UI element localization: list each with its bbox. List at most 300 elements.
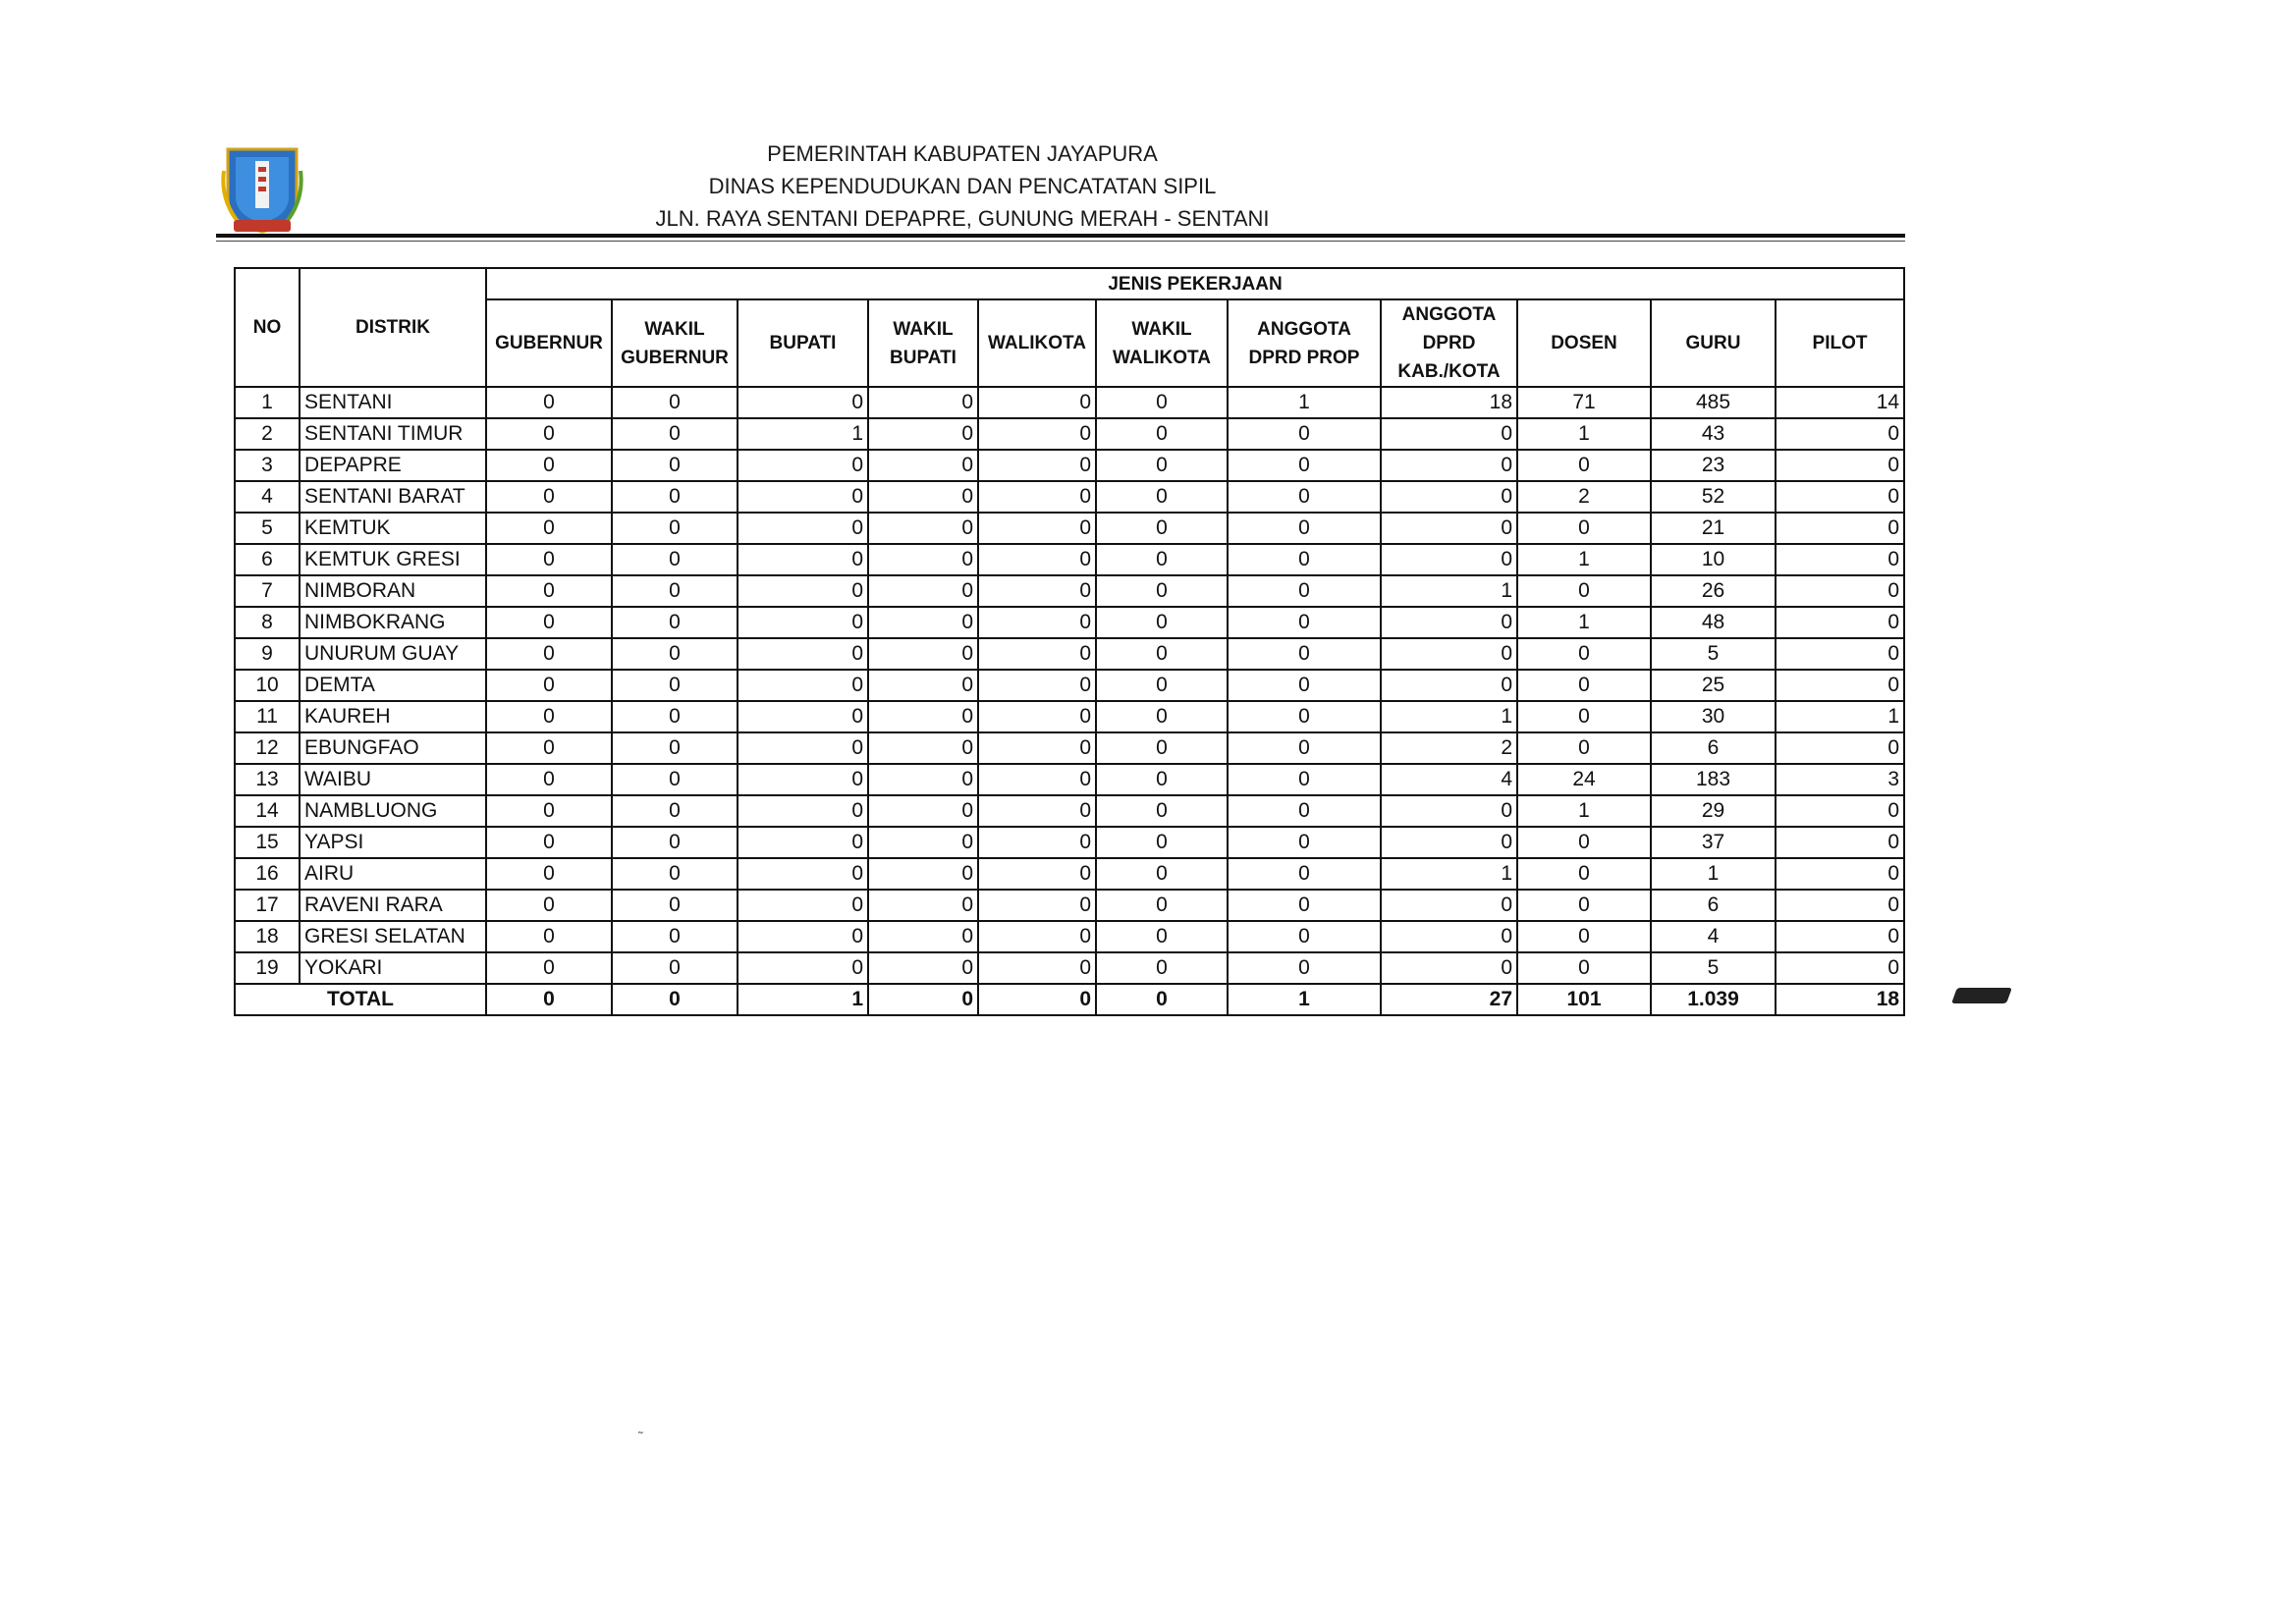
cell-value: 0 [486,481,612,513]
cell-value: 1 [738,418,868,450]
cell-value: 0 [978,732,1096,764]
cell-value: 0 [1776,952,1904,984]
cell-value: 0 [1228,670,1381,701]
cell-value: 0 [1096,890,1228,921]
cell-value: 0 [486,513,612,544]
total-value: 101 [1517,984,1651,1015]
row-no: 14 [235,795,300,827]
cell-value: 0 [1776,607,1904,638]
cell-value: 0 [738,607,868,638]
cell-value: 0 [1228,418,1381,450]
cell-value: 0 [1228,481,1381,513]
table-row [235,921,1904,952]
cell-value: 0 [486,921,612,952]
cell-value: 0 [612,513,738,544]
total-label: TOTAL [235,984,486,1015]
cell-value: 1 [1776,701,1904,732]
cell-value: 0 [1517,701,1651,732]
cell-value: 6 [1651,732,1776,764]
cell-value: 0 [1776,513,1904,544]
cell-value: 1 [1517,544,1651,575]
cell-value: 0 [1381,481,1517,513]
cell-value: 0 [978,827,1096,858]
cell-value: 0 [1776,827,1904,858]
cell-value: 0 [1776,481,1904,513]
cell-value: 0 [868,450,978,481]
header-distrik: DISTRIK [300,268,486,387]
row-distrik: EBUNGFAO [300,732,486,764]
cell-value: 0 [1228,952,1381,984]
header-col-1: WAKIL GUBERNUR [612,299,738,387]
cell-value: 0 [1381,890,1517,921]
cell-value: 0 [738,764,868,795]
row-no: 3 [235,450,300,481]
cell-value: 0 [1096,544,1228,575]
cell-value: 0 [978,921,1096,952]
row-distrik: AIRU [300,858,486,890]
cell-value: 0 [612,764,738,795]
cell-value: 3 [1776,764,1904,795]
cell-value: 0 [1381,450,1517,481]
row-distrik: SENTANI TIMUR [300,418,486,450]
cell-value: 0 [1228,575,1381,607]
cell-value: 0 [1776,418,1904,450]
table-row [235,952,1904,984]
table-row [235,575,1904,607]
cell-value: 0 [486,827,612,858]
row-distrik: RAVENI RARA [300,890,486,921]
header-col-10: PILOT [1776,299,1904,387]
cell-value: 0 [868,481,978,513]
cell-value: 0 [1096,513,1228,544]
cell-value: 0 [978,890,1096,921]
cell-value: 0 [978,450,1096,481]
cell-value: 0 [1228,450,1381,481]
header-no: NO [235,268,300,387]
cell-value: 0 [738,701,868,732]
cell-value: 0 [1381,795,1517,827]
cell-value: 1 [1381,858,1517,890]
cell-value: 0 [1096,732,1228,764]
cell-value: 5 [1651,638,1776,670]
cell-value: 14 [1776,387,1904,418]
cell-value: 0 [1228,638,1381,670]
cell-value: 0 [1228,890,1381,921]
cell-value: 52 [1651,481,1776,513]
row-distrik: WAIBU [300,764,486,795]
cell-value: 0 [1517,890,1651,921]
cell-value: 0 [868,701,978,732]
cell-value: 0 [868,890,978,921]
letterhead [550,137,1375,235]
cell-value: 0 [738,638,868,670]
table-row [235,638,1904,670]
row-no: 13 [235,764,300,795]
cell-value: 0 [612,544,738,575]
row-distrik: KEMTUK [300,513,486,544]
row-distrik: KEMTUK GRESI [300,544,486,575]
cell-value: 0 [1381,513,1517,544]
cell-value: 0 [868,607,978,638]
table-row [235,732,1904,764]
header-col-8: DOSEN [1517,299,1651,387]
cell-value: 71 [1517,387,1651,418]
row-no: 17 [235,890,300,921]
cell-value: 0 [486,418,612,450]
cell-value: 0 [868,732,978,764]
cell-value: 0 [868,387,978,418]
cell-value: 0 [738,513,868,544]
cell-value: 0 [612,481,738,513]
cell-value: 0 [612,387,738,418]
cell-value: 0 [486,952,612,984]
cell-value: 0 [1096,764,1228,795]
cell-value: 0 [978,858,1096,890]
cell-value: 25 [1651,670,1776,701]
cell-value: 0 [1096,387,1228,418]
cell-value: 29 [1651,795,1776,827]
cell-value: 0 [1096,827,1228,858]
cell-value: 0 [1517,921,1651,952]
header-divider-thin [216,241,1905,242]
cell-value: 0 [1381,921,1517,952]
table-row [235,795,1904,827]
cell-value: 0 [978,764,1096,795]
total-value: 0 [978,984,1096,1015]
cell-value: 0 [738,575,868,607]
cell-value: 0 [1096,921,1228,952]
table-row [235,481,1904,513]
cell-value: 0 [738,921,868,952]
cell-value: 1 [1517,418,1651,450]
cell-value: 0 [738,827,868,858]
cell-value: 0 [1096,858,1228,890]
cell-value: 1 [1228,387,1381,418]
row-distrik: DEPAPRE [300,450,486,481]
row-distrik: SENTANI [300,387,486,418]
row-distrik: KAUREH [300,701,486,732]
cell-value: 0 [1517,858,1651,890]
scan-speck: ˜ [638,1429,643,1444]
cell-value: 0 [1517,732,1651,764]
cell-value: 0 [868,795,978,827]
cell-value: 0 [978,670,1096,701]
row-no: 7 [235,575,300,607]
row-no: 19 [235,952,300,984]
row-no: 4 [235,481,300,513]
table-row [235,450,1904,481]
cell-value: 0 [1776,890,1904,921]
cell-value: 0 [486,732,612,764]
cell-value: 48 [1651,607,1776,638]
row-distrik: SENTANI BARAT [300,481,486,513]
cell-value: 0 [1517,952,1651,984]
cell-value: 0 [978,701,1096,732]
total-value: 1.039 [1651,984,1776,1015]
cell-value: 0 [868,921,978,952]
cell-value: 0 [868,544,978,575]
cell-value: 0 [738,670,868,701]
cell-value: 0 [978,387,1096,418]
cell-value: 0 [868,827,978,858]
cell-value: 0 [1096,575,1228,607]
regency-crest-icon [218,141,306,236]
cell-value: 0 [486,858,612,890]
cell-value: 1 [1651,858,1776,890]
cell-value: 0 [1096,607,1228,638]
cell-value: 0 [486,607,612,638]
cell-value: 0 [978,418,1096,450]
cell-value: 0 [1228,827,1381,858]
cell-value: 4 [1651,921,1776,952]
cell-value: 0 [612,607,738,638]
cell-value: 0 [1228,732,1381,764]
cell-value: 0 [486,701,612,732]
cell-value: 0 [1776,670,1904,701]
cell-value: 24 [1517,764,1651,795]
cell-value: 0 [486,638,612,670]
cell-value: 1 [1517,795,1651,827]
cell-value: 0 [1228,544,1381,575]
cell-value: 0 [612,921,738,952]
row-distrik: NIMBORAN [300,575,486,607]
cell-value: 0 [612,418,738,450]
cell-value: 0 [612,890,738,921]
cell-value: 485 [1651,387,1776,418]
cell-value: 10 [1651,544,1776,575]
cell-value: 0 [612,795,738,827]
cell-value: 0 [612,827,738,858]
cell-value: 0 [612,952,738,984]
row-no: 15 [235,827,300,858]
header-col-6: ANGGOTA DPRD PROP [1228,299,1381,387]
cell-value: 0 [1517,638,1651,670]
cell-value: 6 [1651,890,1776,921]
cell-value: 0 [1096,701,1228,732]
cell-value: 1 [1381,701,1517,732]
cell-value: 0 [738,952,868,984]
row-no: 1 [235,387,300,418]
cell-value: 0 [1381,544,1517,575]
cell-value: 0 [738,387,868,418]
cell-value: 0 [868,764,978,795]
row-distrik: GRESI SELATAN [300,921,486,952]
cell-value: 0 [978,544,1096,575]
cell-value: 0 [1517,575,1651,607]
cell-value: 0 [868,575,978,607]
cell-value: 0 [1228,513,1381,544]
cell-value: 0 [1776,638,1904,670]
table-row [235,607,1904,638]
cell-value: 0 [738,450,868,481]
cell-value: 0 [1776,575,1904,607]
row-no: 11 [235,701,300,732]
total-value: 0 [868,984,978,1015]
cell-value: 37 [1651,827,1776,858]
cell-value: 0 [738,890,868,921]
row-no: 5 [235,513,300,544]
cell-value: 0 [1381,607,1517,638]
row-no: 6 [235,544,300,575]
cell-value: 0 [738,795,868,827]
header-col-5: WAKIL WALIKOTA [1096,299,1228,387]
cell-value: 0 [1381,418,1517,450]
cell-value: 0 [1096,795,1228,827]
total-row [235,984,1904,1015]
header-col-9: GURU [1651,299,1776,387]
cell-value: 0 [1096,952,1228,984]
cell-value: 0 [486,670,612,701]
total-value: 18 [1776,984,1904,1015]
cell-value: 5 [1651,952,1776,984]
cell-value: 0 [612,670,738,701]
cell-value: 0 [1776,732,1904,764]
row-no: 12 [235,732,300,764]
row-distrik: NAMBLUONG [300,795,486,827]
cell-value: 0 [1228,921,1381,952]
cell-value: 0 [1381,670,1517,701]
row-no: 18 [235,921,300,952]
cell-value: 0 [486,450,612,481]
cell-value: 0 [1776,921,1904,952]
cell-value: 0 [1776,858,1904,890]
row-no: 9 [235,638,300,670]
cell-value: 0 [612,701,738,732]
table-row [235,890,1904,921]
cell-value: 0 [486,890,612,921]
cell-value: 30 [1651,701,1776,732]
cell-value: 0 [978,795,1096,827]
cell-value: 0 [1776,795,1904,827]
occupation-table [234,267,1905,1016]
cell-value: 0 [1228,858,1381,890]
cell-value: 2 [1517,481,1651,513]
cell-value: 0 [612,638,738,670]
table-row [235,418,1904,450]
cell-value: 0 [978,513,1096,544]
table-row [235,670,1904,701]
cell-value: 0 [1096,670,1228,701]
cell-value: 1 [1517,607,1651,638]
table-row [235,827,1904,858]
cell-value: 0 [1096,638,1228,670]
cell-value: 0 [486,544,612,575]
table-row [235,513,1904,544]
cell-value: 0 [868,638,978,670]
header-jenis-pekerjaan: JENIS PEKERJAAN [486,268,1904,299]
cell-value: 0 [1096,481,1228,513]
table-row [235,764,1904,795]
total-value: 27 [1381,984,1517,1015]
cell-value: 0 [978,952,1096,984]
row-no: 10 [235,670,300,701]
cell-value: 0 [978,638,1096,670]
cell-value: 0 [978,607,1096,638]
cell-value: 0 [868,513,978,544]
cell-value: 0 [612,858,738,890]
cell-value: 0 [738,544,868,575]
cell-value: 0 [612,450,738,481]
header-divider [216,234,1905,238]
cell-value: 0 [1381,827,1517,858]
total-value: 1 [1228,984,1381,1015]
cell-value: 18 [1381,387,1517,418]
cell-value: 0 [1517,450,1651,481]
cell-value: 0 [1228,607,1381,638]
table-row [235,701,1904,732]
cell-value: 0 [868,952,978,984]
cell-value: 0 [868,670,978,701]
total-value: 0 [1096,984,1228,1015]
table-row [235,544,1904,575]
letterhead-line-address: JLN. RAYA SENTANI DEPAPRE, GUNUNG MERAH - SENTANI [655,206,1270,231]
cell-value: 0 [1776,544,1904,575]
cell-value: 0 [1096,418,1228,450]
header-col-2: BUPATI [738,299,868,387]
cell-value: 0 [1228,764,1381,795]
row-distrik: YOKARI [300,952,486,984]
cell-value: 0 [1776,450,1904,481]
cell-value: 183 [1651,764,1776,795]
cell-value: 2 [1381,732,1517,764]
cell-value: 0 [486,764,612,795]
cell-value: 23 [1651,450,1776,481]
cell-value: 1 [1381,575,1517,607]
header-col-7: ANGGOTA DPRD KAB./KOTA [1381,299,1517,387]
row-distrik: YAPSI [300,827,486,858]
table-row [235,858,1904,890]
cell-value: 0 [1381,952,1517,984]
total-value: 1 [738,984,868,1015]
cell-value: 21 [1651,513,1776,544]
cell-value: 0 [978,575,1096,607]
row-distrik: DEMTA [300,670,486,701]
letterhead-line-agency: DINAS KEPENDUDUKAN DAN PENCATATAN SIPIL [708,174,1217,198]
row-no: 8 [235,607,300,638]
cell-value: 0 [738,732,868,764]
cell-value: 0 [612,732,738,764]
cell-value: 0 [486,575,612,607]
cell-value: 0 [738,481,868,513]
cell-value: 0 [1517,827,1651,858]
row-no: 2 [235,418,300,450]
header-col-3: WAKIL BUPATI [868,299,978,387]
cell-value: 0 [868,858,978,890]
cell-value: 0 [1228,701,1381,732]
cell-value: 26 [1651,575,1776,607]
row-no: 16 [235,858,300,890]
cell-value: 0 [1096,450,1228,481]
row-distrik: NIMBOKRANG [300,607,486,638]
cell-value: 4 [1381,764,1517,795]
header-col-4: WALIKOTA [978,299,1096,387]
letterhead-line-government: PEMERINTAH KABUPATEN JAYAPURA [767,141,1158,166]
cell-value: 0 [612,575,738,607]
cell-value: 0 [1228,795,1381,827]
row-distrik: UNURUM GUAY [300,638,486,670]
cell-value: 0 [978,481,1096,513]
cell-value: 0 [1517,513,1651,544]
cell-value: 0 [1517,670,1651,701]
cell-value: 43 [1651,418,1776,450]
total-value: 0 [486,984,612,1015]
redacted-mark [1951,988,2012,1003]
total-value: 0 [612,984,738,1015]
header-col-0: GUBERNUR [486,299,612,387]
cell-value: 0 [486,795,612,827]
cell-value: 0 [738,858,868,890]
cell-value: 0 [868,418,978,450]
